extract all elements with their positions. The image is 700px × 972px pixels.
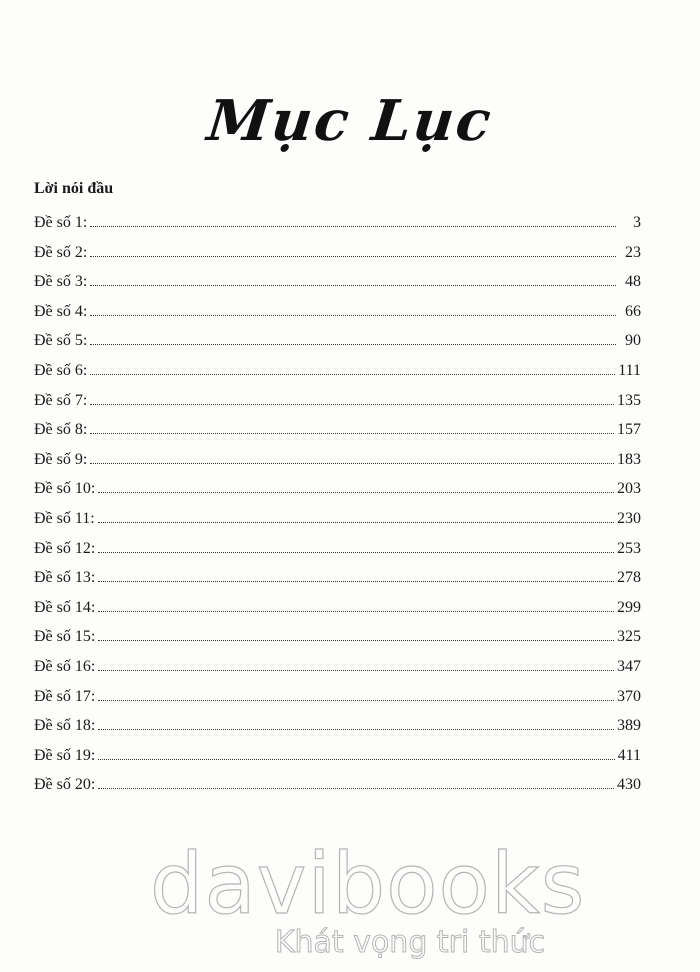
toc-entry-page: 157 — [617, 421, 641, 439]
toc-entry — [34, 741, 641, 771]
toc-entry — [34, 652, 641, 682]
toc-entry — [34, 474, 641, 504]
watermark-brand: davibooks — [150, 835, 586, 933]
toc-entry-label: Đề số 16: — [34, 657, 96, 675]
toc-entry — [34, 267, 641, 297]
toc-entry-page: 135 — [617, 391, 641, 409]
toc-entry-label: Đề số 8: — [34, 421, 88, 439]
toc-entry-label: Đề số 7: — [34, 391, 88, 409]
toc-dot-leader — [98, 581, 614, 582]
toc-entry — [34, 326, 641, 356]
toc-entry-label: Đề số 13: — [34, 569, 96, 587]
toc-dot-leader — [90, 344, 616, 345]
toc-entry-page: 389 — [617, 717, 641, 735]
toc-entry-label: Đề số 10: — [34, 480, 96, 498]
toc-preface: Lời nói đầu — [34, 180, 114, 197]
toc-dot-leader — [90, 285, 616, 286]
toc-entry-page: 66 — [625, 302, 641, 320]
toc-dot-leader — [98, 759, 614, 760]
toc-dot-leader — [98, 492, 614, 493]
toc-entry-page: 111 — [618, 361, 641, 379]
toc-entry-label: Đề số 2: — [34, 243, 88, 261]
toc-entry — [34, 445, 641, 475]
toc-entry-page: 411 — [617, 746, 641, 764]
toc-entry-page: 203 — [617, 480, 641, 498]
toc-entry — [34, 593, 641, 623]
toc-entry-label: Đề số 4: — [34, 302, 88, 320]
toc-entry-page: 48 — [625, 273, 641, 291]
toc-entry — [34, 238, 641, 268]
toc-entry-page: 230 — [617, 509, 641, 527]
toc-entry — [34, 356, 641, 386]
toc-dot-leader — [98, 552, 614, 553]
toc-entry — [34, 504, 641, 534]
toc-entry — [34, 563, 641, 593]
toc-entry-page: 430 — [617, 776, 641, 794]
toc-entry-label: Đề số 20: — [34, 776, 96, 794]
toc-entry-label: Đề số 3: — [34, 273, 88, 291]
toc-entry-page: 90 — [625, 332, 641, 350]
toc-dot-leader — [98, 611, 614, 612]
toc-dot-leader — [98, 670, 614, 671]
toc-dot-leader — [98, 640, 614, 641]
toc-entry-page: 183 — [617, 450, 641, 468]
toc-dot-leader — [90, 374, 615, 375]
toc-entry — [34, 415, 641, 445]
toc-entry-label: Đề số 14: — [34, 598, 96, 616]
toc-entry — [34, 682, 641, 712]
toc-entry — [34, 534, 641, 564]
toc-dot-leader — [90, 315, 616, 316]
toc-dot-leader — [90, 256, 616, 257]
toc-entry-page: 23 — [625, 243, 641, 261]
toc-entry — [34, 208, 641, 238]
toc-entry-label: Đề số 17: — [34, 687, 96, 705]
toc-dot-leader — [98, 788, 614, 789]
toc-entry — [34, 297, 641, 327]
table-of-contents — [34, 208, 641, 800]
toc-entry-page: 325 — [617, 628, 641, 646]
toc-dot-leader — [90, 404, 614, 405]
toc-entry-label: Đề số 1: — [34, 214, 88, 231]
toc-entry-label: Đề số 9: — [34, 450, 88, 468]
toc-entry — [34, 622, 641, 652]
toc-entry-label: Đề số 6: — [34, 361, 88, 379]
toc-entry-label: Đề số 5: — [34, 332, 88, 350]
toc-entry-page: 347 — [617, 657, 641, 675]
toc-entry-page: 3 — [633, 214, 641, 231]
toc-entry-page: 253 — [617, 539, 641, 557]
toc-entry-label: Đề số 11: — [34, 509, 95, 527]
watermark-slogan: Khát vọng tri thức — [274, 925, 546, 960]
toc-entry-page: 278 — [617, 569, 641, 587]
toc-dot-leader — [90, 226, 616, 227]
toc-dot-leader — [98, 522, 614, 523]
toc-entry-page: 299 — [617, 598, 641, 616]
toc-entry-label: Đề số 15: — [34, 628, 96, 646]
toc-entry-label: Đề số 19: — [34, 746, 96, 764]
toc-entry-label: Đề số 12: — [34, 539, 96, 557]
page-title: Mục Lục — [204, 88, 496, 154]
toc-entry-label: Đề số 18: — [34, 717, 96, 735]
toc-dot-leader — [90, 433, 614, 434]
toc-dot-leader — [90, 463, 614, 464]
toc-entry — [34, 386, 641, 416]
toc-entry — [34, 711, 641, 741]
toc-dot-leader — [98, 729, 614, 730]
toc-entry — [34, 770, 641, 800]
toc-entry-page: 370 — [617, 687, 641, 705]
toc-dot-leader — [98, 700, 614, 701]
